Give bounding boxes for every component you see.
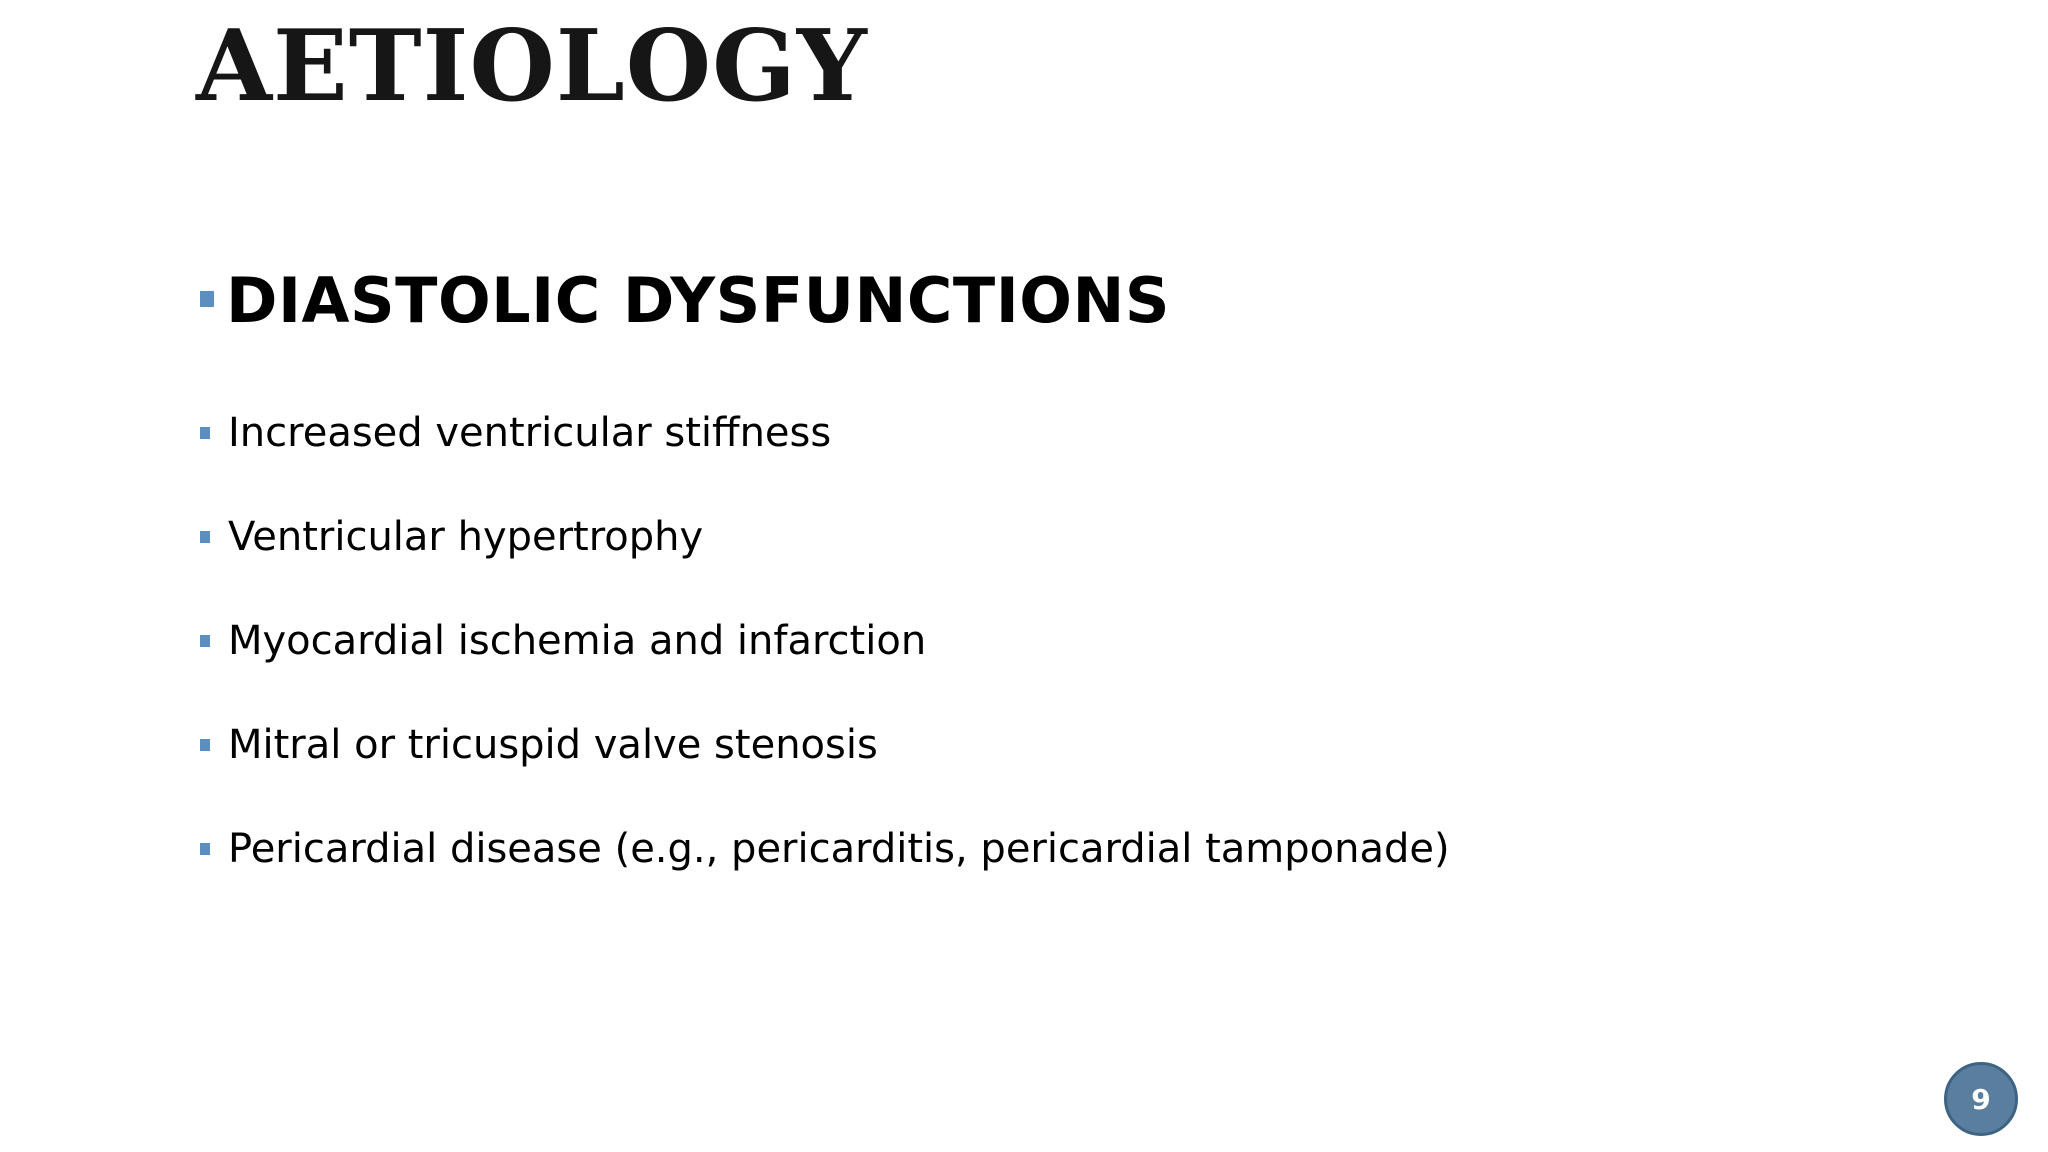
square-bullet-icon [200, 739, 210, 751]
square-bullet-icon [200, 843, 210, 855]
square-bullet-icon [200, 531, 210, 543]
list-item-text: Pericardial disease (e.g., pericarditis, pericardial tamponade) [228, 826, 1450, 872]
slide-title: AETIOLOGY [196, 9, 868, 124]
list-item [200, 717, 1450, 821]
section-heading-text: DIASTOLIC DYSFUNCTIONS [226, 264, 1171, 337]
section-heading [200, 264, 1171, 337]
bullet-list [200, 405, 1450, 925]
square-bullet-icon [200, 427, 210, 439]
page-number-badge: 9 [1944, 1062, 2018, 1136]
list-item [200, 405, 1450, 509]
list-item-text: Myocardial ischemia and infarction [228, 618, 927, 664]
square-bullet-icon [200, 291, 214, 307]
list-item [200, 509, 1450, 613]
square-bullet-icon [200, 635, 210, 647]
list-item-text: Mitral or tricuspid valve stenosis [228, 722, 878, 768]
list-item-text: Increased ventricular stiffness [228, 410, 832, 456]
list-item-text: Ventricular hypertrophy [228, 514, 704, 560]
list-item [200, 821, 1450, 925]
list-item [200, 613, 1450, 717]
